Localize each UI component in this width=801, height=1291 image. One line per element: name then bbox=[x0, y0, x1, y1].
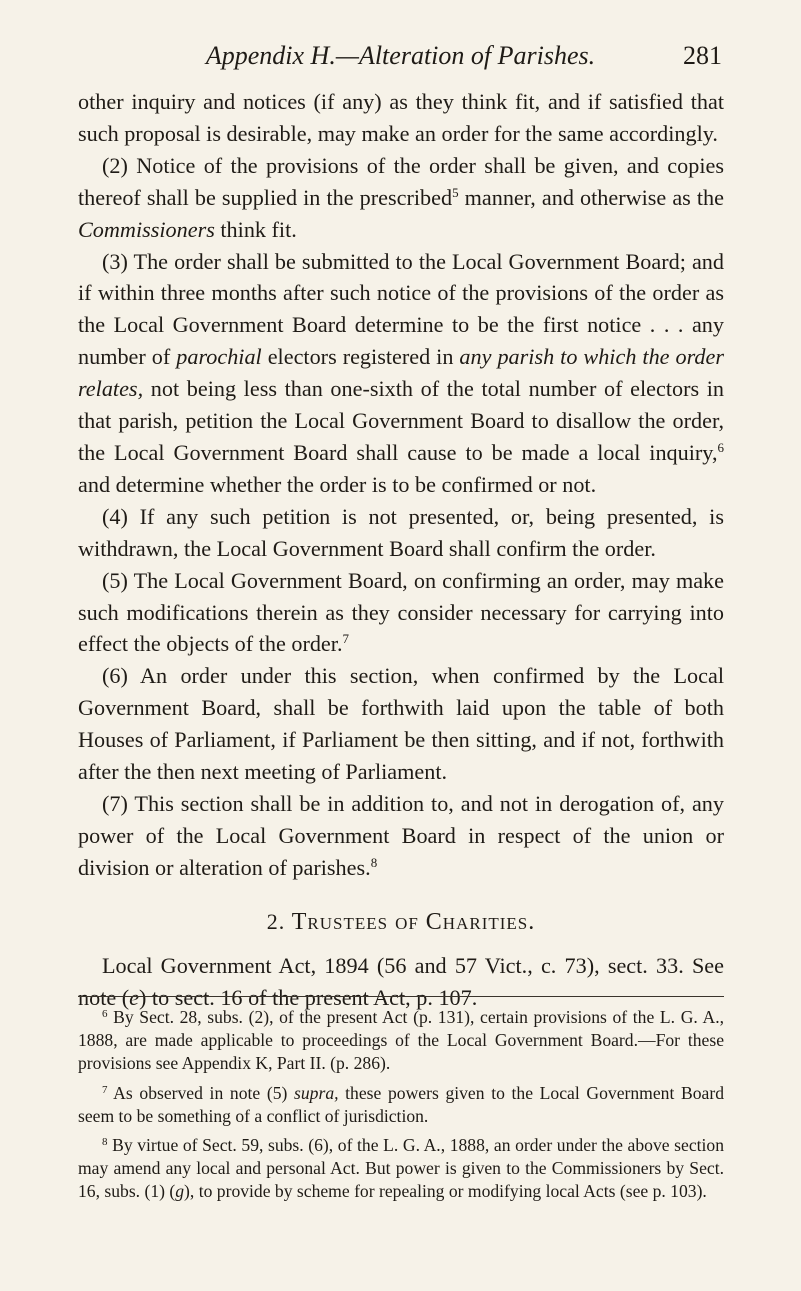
footnote-ref-7: 7 bbox=[342, 631, 349, 647]
paragraph-subsection-7: (7) This section shall be in addition to, and not in derogation of, any power of the Local Government Board in respect of the union or division or alteration of parishes.$^8$ bbox=[78, 790, 724, 880]
paragraph-subsection-4: (4) If any such petition is not presented, or, being presented, is withdrawn, the Local Government Board shall confirm the order. bbox=[78, 503, 724, 561]
main-text bbox=[78, 86, 724, 1013]
running-head-title: Appendix H.—Alteration of Parishes. bbox=[205, 41, 596, 70]
footnote-7: $^7$ As observed in note (5) supra, these powers given to the Local Government Board seem to be something of a conflict of jurisdiction. bbox=[78, 1082, 724, 1126]
paragraph-subsection-2: (2) Notice of the provisions of the order shall be given, and copies thereof shall be supplied in the prescribed$^5$ manner, and otherwise as the Commissioners think fit. bbox=[78, 152, 724, 242]
section-paragraph: Local Government Act, 1894 (56 and 57 Vict., c. 73), sect. 33. See note (e) to sect. 16 of the present Act, p. 107. bbox=[78, 952, 724, 1010]
paragraph-continuation: other inquiry and notices (if any) as they think fit, and if satisfied that such proposal is desirable, may make an order for the same accordingly. bbox=[78, 89, 724, 146]
page-number: 281 bbox=[683, 41, 722, 70]
paragraph-subsection-5: (5) The Local Government Board, on confirming an order, may make such modifications therein as they consider necessary for carrying into effect the objects of the order.$^7$ bbox=[78, 567, 724, 657]
section-heading: 2. Trustees of Charities. bbox=[266, 908, 536, 935]
footnote-8: $^8$ By virtue of Sect. 59, subs. (6), of the L. G. A., 1888, an order under the above section may amend any local and personal Act. But power is given to the Commissioners by Sect. 16, subs. (1) (g), to provide by scheme for repealing or modifying local Acts (see p. 103). bbox=[78, 1135, 724, 1202]
paragraph-subsection-3: (3) The order shall be submitted to the Local Government Board; and if within three months after such notice of the provisions of the order as the Local Government Board determine to be the first notice . . . any number of parochial electors registered in any parish to which the order relates, not being less than one-sixth of the total number of electors in that parish, petition the Local Government Board to disallow the order, the Local Government Board shall cause to be made a local inquiry,$^6$ and determine whether the order is to be confirmed or not. bbox=[78, 248, 724, 497]
paragraph-subsection-6: (6) An order under this section, when confirmed by the Local Government Board, shall be forthwith laid upon the table of both Houses of Parliament, if Parliament be then sitting, and if not, forthwith after the then next meeting of Parliament. bbox=[78, 663, 724, 785]
footnote-6: $^6$ By Sect. 28, subs. (2), of the present Act (p. 131), certain provisions of the L. G. A., 1888, are made applicable to proceedings of the Local Government Board.—For these provisions see Appendix K, Part II. (p. 286). bbox=[78, 1007, 724, 1074]
footnote-divider bbox=[78, 996, 724, 997]
footnote-ref-8: 8 bbox=[370, 854, 378, 870]
footnotes bbox=[78, 1006, 724, 1210]
footnote-ref-5: 5 bbox=[452, 184, 459, 200]
footnote-ref-6: 6 bbox=[717, 439, 724, 455]
